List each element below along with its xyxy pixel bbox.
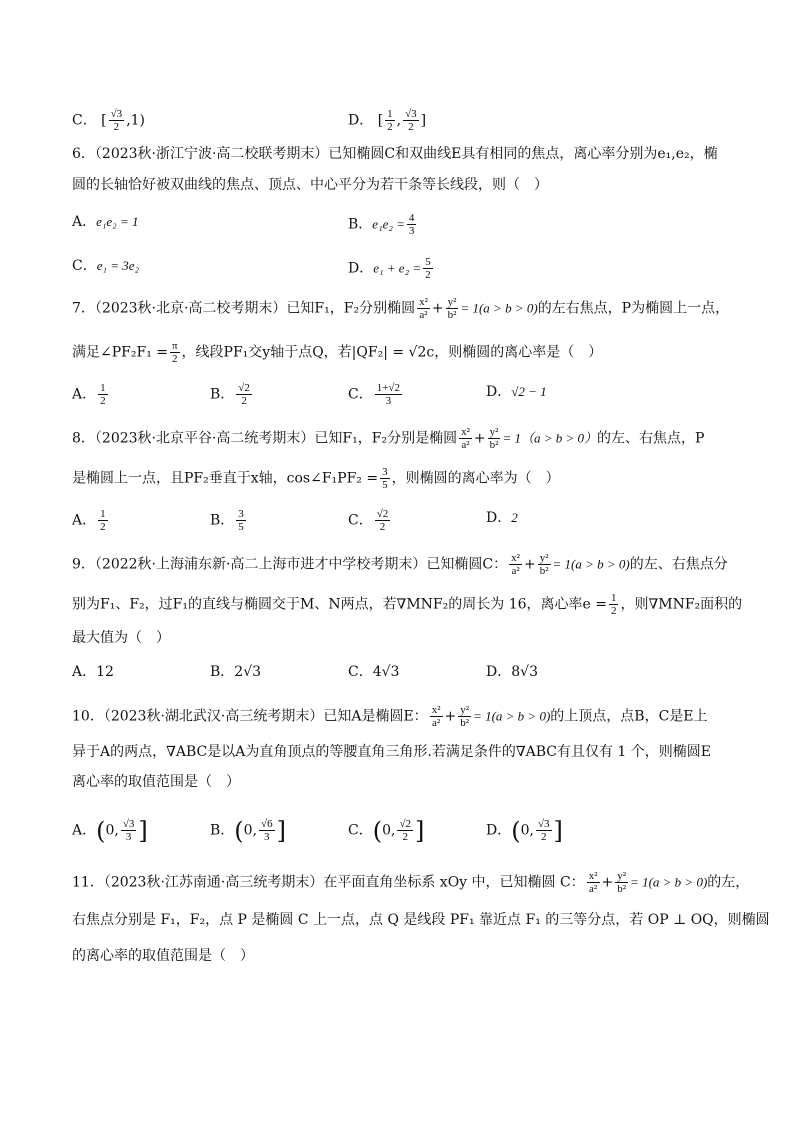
q11-stem-line3: 的离心率的取值范围是（ ） [72, 948, 254, 964]
bracket: [ [101, 112, 107, 129]
q6-option-a[interactable]: A．e₁e₂ = 1 [72, 214, 139, 230]
fraction: $\frac{\text{x²}}{\text{a²}}$ [419, 296, 428, 321]
q6-option-c[interactable]: C．e₁ = 3e₂ [72, 258, 140, 274]
option-math: e₁e₂ = 1 [96, 214, 139, 229]
q9-option-d[interactable]: D．8√3 [486, 664, 538, 680]
fraction: $\frac{√3}{2}$ [110, 108, 123, 133]
q9-stem-line2: 别为F₁、F₂，过F₁的直线与椭圆交于M、N两点，若∇MNF₂的周长为 16，离心率e = $\frac{1}{2}$ ，则∇MNF₂面积的 [72, 592, 743, 617]
q10-stem-line3: 离心率的取值范围是（ ） [72, 774, 240, 790]
fraction: $\frac{1}{2}$ [387, 108, 393, 133]
option-label: C． [72, 112, 97, 129]
q7-option-b[interactable]: B． $\frac{√2}{2}$ [210, 382, 250, 407]
fraction: $\frac{5}{2}$ [425, 256, 431, 281]
q6-option-b[interactable]: B．e₁e₂ = $\frac{4}{3}$ [348, 212, 415, 237]
q11-stem-line2: 右焦点分别是 F₁，F₂，点 P 是椭圆 C 上一点，点 Q 是线段 PF₁ 靠近点 F₁ 的三等分点，若 OP ⊥ OQ，则椭圆 [72, 912, 770, 928]
q10-option-d[interactable]: D．(0, $\frac{√3}{2}$ ] [486, 816, 563, 845]
q8-stem-line2: 是椭圆上一点，且PF₂垂直于x轴，cos∠F₁PF₂ = $\frac{3}{5}$ ，则椭圆的离心率为（ ） [72, 466, 560, 491]
q11-stem-line1: 11．（2023秋·江苏南通·高三统考期末）在平面直角坐标系 xOy 中，已知椭圆 C： $\frac{\text{x²}}{\text{a²}}$ + $\frac{\text{y²}}{\text{b²}}$ = 1(a > b > 0)的左， [72, 870, 750, 895]
fraction: $\frac{4}{3}$ [408, 212, 415, 237]
q10-stem-line1: 10．（2023秋·湖北武汉·高三统考期末）已知A是椭圆E： $\frac{\text{x²}}{\text{a²}}$ + $\frac{\text{y²}}{\text{b²}}$ = 1(a > b > 0)的上顶点，点B，C是E上 [72, 704, 708, 729]
q6-stem-line1: 6．（2023秋·浙江宁波·高二校联考期末）已知椭圆C和双曲线E具有相同的焦点，离心率分别为e₁,e₂，椭 [72, 146, 718, 162]
q10-option-b[interactable]: B．(0, $\frac{√6}{3}$ ] [210, 816, 286, 845]
q7-option-c[interactable]: C． $\frac{1+√2}{3}$ [348, 382, 400, 407]
q8-stem-line1: 8．（2023秋·北京平谷·高二统考期末）已知F₁，F₂分别是椭圆 $\frac{\text{x²}}{\text{a²}}$ + $\frac{\text{y²}}{\text{b²}}$ = 1（a > b > 0）的左、右焦点，P [72, 426, 705, 451]
fraction: $\frac{√3}{2}$ [405, 108, 417, 133]
q5-option-d[interactable]: D． [ $\frac{1}{2}$ , $\frac{√3}{2}$ ] [348, 108, 427, 133]
q9-option-a[interactable]: A．12 [72, 664, 114, 680]
bracket: [ [377, 112, 384, 129]
q8-option-d[interactable]: D．2 [486, 510, 518, 526]
bracket: ,1) [126, 112, 146, 129]
q8-option-b[interactable]: B． $\frac{3}{5}$ [210, 508, 244, 533]
q7-option-d[interactable]: D．√2 − 1 [486, 384, 547, 400]
q7-stem-line2: 满足∠PF₂F₁ = $\frac{\pi}{2}$ ，线段PF₁交y轴于点Q，若|QF₂| = √2c，则椭圆的离心率是（ ） [72, 340, 603, 365]
q8-option-a[interactable]: A． $\frac{1}{2}$ [72, 508, 106, 533]
q8-option-c[interactable]: C． $\frac{√2}{2}$ [348, 508, 389, 533]
fraction: $\frac{\pi}{2}$ [171, 340, 178, 365]
bracket: ] [420, 112, 427, 129]
q9-stem-line3: 最大值为（ ） [72, 630, 170, 646]
q5-option-c[interactable] [72, 108, 145, 133]
q7-option-a[interactable]: A． $\frac{1}{2}$ [72, 382, 106, 407]
q10-option-a[interactable]: A．(0, $\frac{√3}{3}$ ] [72, 816, 148, 845]
fraction: $\frac{\text{y²}}{\text{b²}}$ [447, 296, 457, 321]
q9-option-b[interactable]: B．2√3 [210, 664, 262, 680]
option-label: D． [348, 112, 374, 129]
q7-stem-line1: 7．（2023秋·北京·高二校考期末）已知F₁，F₂分别椭圆 $\frac{\text{x²}}{\text{a²}}$ + $\frac{\text{y²}}{\text{b²}}$ = 1(a > b > 0)的左右焦点，P为椭圆上一点， [72, 296, 730, 321]
q10-option-c[interactable]: C．(0, $\frac{√2}{2}$ ] [348, 816, 425, 845]
q6-stem-line2: 圆的长轴恰好被双曲线的焦点、顶点、中心平分为若干条等长线段，则（ ） [72, 177, 548, 193]
q10-stem-line2: 异于A的两点，∇ABC是以A为直角顶点的等腰直角三角形.若满足条件的∇ABC有且仅有 1 个，则椭圆E [72, 744, 711, 760]
q6-option-d[interactable]: D．e₁ + e₂ = $\frac{5}{2}$ [348, 256, 431, 281]
q9-stem-line1: 9．（2022秋·上海浦东新·高二上海市进才中学校考期末）已知椭圆C： $\frac{\text{x²}}{\text{a²}}$ + $\frac{\text{y²}}{\text{b²}}$ = 1(a > b > 0)的左、右焦点分 [72, 552, 728, 577]
q9-option-c[interactable]: C．4√3 [348, 664, 400, 680]
